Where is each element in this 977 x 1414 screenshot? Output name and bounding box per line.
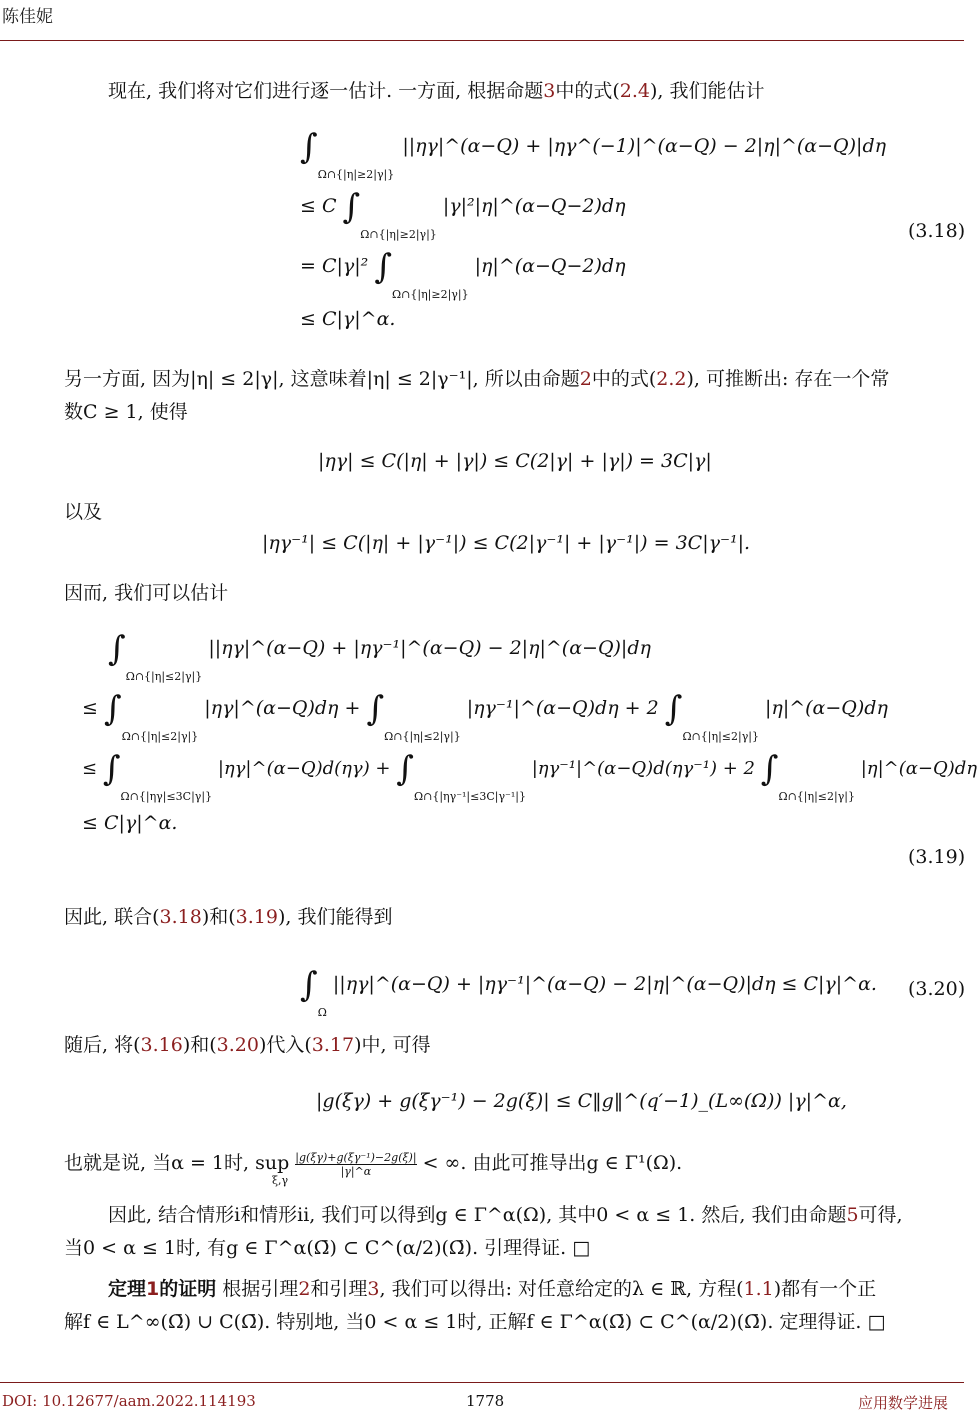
equation-number: (3.20)	[908, 978, 966, 1000]
ref-link[interactable]: 3	[367, 1278, 380, 1300]
integral-sign: ∫	[664, 689, 683, 729]
integral-sign: ∫	[760, 749, 779, 789]
text: 因此, 联合(	[64, 906, 160, 928]
integrand: ||ηγ|^(α−Q) + |ηγ⁻¹|^(α−Q) − 2|η|^(α−Q)|dη	[208, 637, 651, 659]
integrand: |η|^(α−Q)dη	[765, 697, 888, 719]
ref-link[interactable]: 1.1	[743, 1278, 774, 1300]
ref-link[interactable]: 3.18	[159, 906, 202, 928]
integral-domain: Ω∩{|ηγ|≤3C|γ|}	[120, 790, 213, 803]
text-yin1: 因而, 我们可以估计	[64, 582, 229, 604]
ref-link[interactable]: 2	[579, 368, 592, 390]
integral-domain: Ω∩{|ηγ⁻¹|≤3C|γ⁻¹|}	[413, 790, 526, 803]
paragraph-1	[108, 76, 764, 103]
proof-heading: 的证明	[159, 1278, 217, 1300]
paragraph-6-line1	[108, 1200, 903, 1227]
text: )中, 可得	[354, 1034, 431, 1056]
expr: ≤ C	[300, 195, 337, 217]
footer-rule	[0, 1382, 964, 1383]
integrand: |ηγ|^(α−Q)d(ηγ) +	[217, 758, 391, 779]
ref-link[interactable]: 1	[146, 1278, 160, 1300]
ref-link[interactable]: 5	[846, 1204, 859, 1226]
integral-sign: ∫	[108, 629, 126, 669]
ref-link[interactable]: 2	[298, 1278, 311, 1300]
integral-sign: ∫	[342, 187, 361, 227]
integral-sign: ∫	[300, 965, 318, 1005]
header-rule	[0, 40, 964, 41]
equation-b: |ηγ⁻¹| ≤ C(|η| + |γ⁻¹|) ≤ C(2|γ⁻¹| + |γ⁻¹|) = 3C|γ⁻¹|.	[262, 532, 751, 554]
text: ), 我们能得到	[277, 906, 393, 928]
text: )和(	[201, 906, 236, 928]
integral-sign: ∫	[103, 689, 122, 729]
ref-link[interactable]: 3.17	[311, 1034, 355, 1056]
equation-number: (3.18)	[908, 220, 966, 242]
integral-domain: Ω∩{|η|≤2|γ|}	[121, 730, 199, 743]
ref-link[interactable]: 2.2	[656, 368, 687, 390]
integrand: |η|^(α−Q−2)dη	[474, 255, 626, 277]
text: < ∞. 由此可推导出g ∈ Γ¹(Ω).	[422, 1152, 683, 1174]
paragraph-6-line2: 当0 < α ≤ 1时, 有g ∈ Γ^α(Ω̄) ⊂ C^(α/2)(Ω̄). 引理得证. □	[64, 1237, 591, 1259]
ref-link[interactable]: 2.4	[619, 80, 650, 102]
ref-link[interactable]: 3.19	[235, 906, 278, 928]
ref-link[interactable]: 3	[543, 80, 556, 102]
integral-sign: ∫	[102, 749, 121, 789]
integrand: ||ηγ|^(α−Q) + |ηγ^(−1)|^(α−Q) − 2|η|^(α−Q)|dη	[402, 135, 886, 157]
text: ), 可推断出: 存在一个常	[686, 368, 890, 390]
text-yiji: 以及	[64, 501, 103, 523]
paragraph-7-line2: 解f ∈ L^∞(Ω̄) ∪ C(Ω̄). 特别地, 当0 < α ≤ 1时, 正解f ∈ Γ^α(Ω̄) ⊂ C^(α/2)(Ω̄). 定理得证. □	[64, 1311, 886, 1333]
integral-domain: Ω∩{|η|≥2|γ|}	[360, 228, 437, 241]
integrand: |η|^(α−Q)dη	[860, 758, 977, 779]
sup-subscript: ξ,γ	[272, 1174, 289, 1187]
integrand: |ηγ⁻¹|^(α−Q)dη + 2	[466, 697, 659, 719]
paragraph-2-line1	[64, 364, 889, 391]
integral-domain: Ω∩{|η|≤2|γ|}	[384, 730, 461, 743]
expr: = C|γ|²	[300, 255, 369, 277]
fraction	[295, 1151, 416, 1178]
text: )和(	[182, 1034, 217, 1056]
running-header-author: 陈佳妮	[2, 7, 53, 27]
text: )都有一个正	[773, 1278, 877, 1300]
text: ), 我们能估计	[649, 80, 765, 102]
fraction-denominator: |γ|^α	[340, 1164, 372, 1178]
text: 现在, 我们将对它们进行逐一估计. 一方面, 根据命题	[108, 80, 544, 102]
ref-link[interactable]: 3.20	[216, 1034, 259, 1056]
equation-c: |g(ξγ) + g(ξγ⁻¹) − 2g(ξ)| ≤ C‖g‖^(q′−1)_(L∞(Ω)) |γ|^α,	[316, 1090, 847, 1112]
text: , 我们可以得出: 对任意给定的λ ∈ ℝ, 方程(	[379, 1278, 744, 1300]
text: 另一方面, 因为|η| ≤ 2|γ|, 这意味着|η| ≤ 2|γ⁻¹|, 所以由命题	[64, 368, 580, 390]
integral-sign: ∫	[366, 689, 385, 729]
expr: ≤	[82, 697, 98, 719]
integral-domain: Ω∩{|η|≤2|γ|}	[778, 790, 855, 803]
integral-domain: Ω∩{|η|≤2|γ|}	[125, 670, 203, 683]
paragraph-7-line1	[108, 1274, 876, 1301]
text: 因此, 结合情形i和情形ii, 我们可以得到g ∈ Γ^α(Ω), 其中0 < α ≤ 1. 然后, 我们由命题	[108, 1204, 847, 1226]
footer-journal[interactable]: 应用数学进展	[858, 1394, 949, 1412]
expr: ≤	[82, 758, 98, 779]
footer-page-number: 1778	[466, 1392, 505, 1410]
paragraph-3	[64, 902, 392, 929]
eq319-line4: ≤ C|γ|^α.	[82, 812, 178, 834]
text: 可得,	[858, 1204, 903, 1226]
text: )代入(	[258, 1034, 312, 1056]
paragraph-2-line2: 数C ≥ 1, 使得	[64, 401, 188, 423]
text: 中的式(	[591, 368, 657, 390]
integrand: ||ηγ|^(α−Q) + |ηγ⁻¹|^(α−Q) − 2|η|^(α−Q)|dη ≤ C|γ|^α.	[332, 973, 877, 995]
equation-number: (3.19)	[908, 846, 966, 868]
integral-domain: Ω	[317, 1006, 327, 1019]
integral-sign: ∫	[396, 749, 414, 789]
integral-sign: ∫	[300, 127, 318, 167]
integral-domain: Ω∩{|η|≥2|γ|}	[317, 168, 395, 181]
fraction-numerator: |g(ξγ)+g(ξγ⁻¹)−2g(ξ)|	[295, 1150, 417, 1164]
text: 和引理	[310, 1278, 368, 1300]
integrand: |γ|²|η|^(α−Q−2)dη	[442, 195, 626, 217]
eq318-line4: ≤ C|γ|^α.	[300, 308, 396, 330]
integral-domain: Ω∩{|η|≤2|γ|}	[682, 730, 759, 743]
text: 随后, 将(	[64, 1034, 141, 1056]
integral-domain: Ω∩{|η|≥2|γ|}	[392, 288, 469, 301]
integral-sign: ∫	[374, 247, 393, 287]
paragraph-5	[64, 1148, 682, 1178]
ref-link[interactable]: 3.16	[140, 1034, 183, 1056]
text: 根据引理	[216, 1278, 299, 1300]
equation-a: |ηγ| ≤ C(|η| + |γ|) ≤ C(2|γ| + |γ|) = 3C|γ|	[318, 450, 712, 472]
integrand: |ηγ|^(α−Q)dη +	[204, 697, 361, 719]
integrand: |ηγ⁻¹|^(α−Q)d(ηγ⁻¹) + 2	[531, 758, 755, 779]
paragraph-4	[64, 1030, 431, 1057]
footer-doi[interactable]: DOI: 10.12677/aam.2022.114193	[2, 1392, 256, 1410]
eq320-line	[300, 962, 877, 1019]
text: 中的式(	[555, 80, 620, 102]
proof-heading: 定理	[108, 1278, 147, 1300]
text: 也就是说, 当α = 1时, sup	[64, 1152, 290, 1174]
